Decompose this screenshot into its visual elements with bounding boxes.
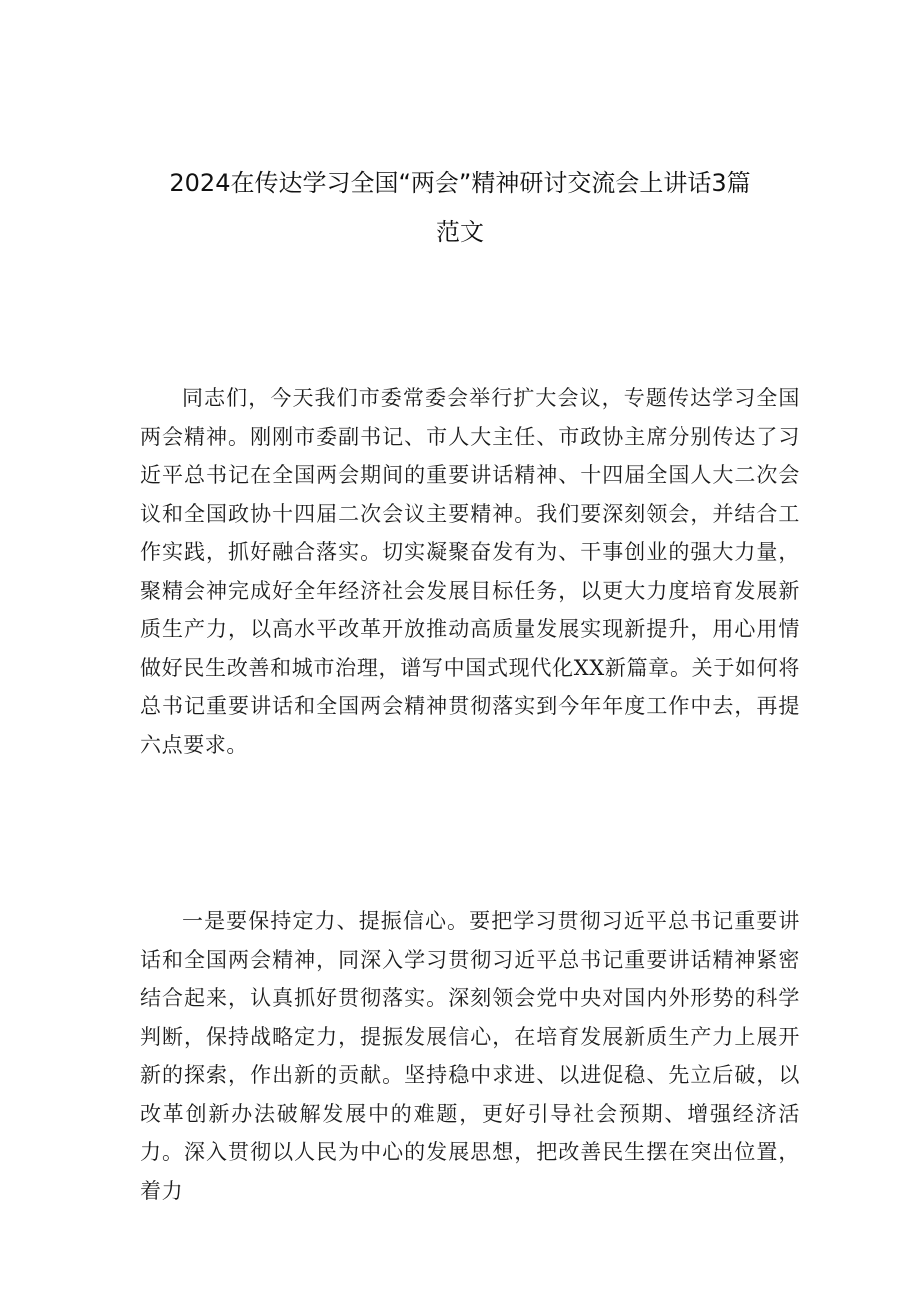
document-title-line-2: 范文 [436,218,484,246]
paragraph-point-one: 一是要保持定力、提振信心。要把学习贯彻习近平总书记重要讲话和全国两会精神，同深入学习贯彻习近平总书记重要讲话精神紧密结合起来，认真抓好贯彻落实。深刻领会党中央对国内外形势的科学判断，保持战略定力，提振发展信心，在培育发展新质生产力上展开新的探索，作出新的贡献。坚持稳中求进、以进促稳、先立后破，以改革创新办法破解发展中的难题，更好引导社会预期、增强经济活力。深入贯彻以人民为中心的发展思想，把改善民生摆在突出位置，着力 [140,909,800,1203]
document-title-line-1: 2024在传达学习全国“两会”精神研讨交流会上讲话3篇 [169,169,751,197]
paragraph-intro: 同志们，今天我们市委常委会举行扩大会议，专题传达学习全国两会精神。刚刚市委副书记、市人大主任、市政协主席分别传达了习近平总书记在全国两会期间的重要讲话精神、十四届全国人大二次会议和全国政协十四届二次会议主要精神。我们要深刻领会，并结合工作实践，抓好融合落实。切实凝聚奋发有为、干事创业的强大力量，聚精会神完成好全年经济社会发展目标任务，以更大力度培育发展新质生产力，以高水平改革开放推动高质量发展实现新提升，用心用情做好民生改善和城市治理，谱写中国式现代化XX新篇章。关于如何将总书记重要讲话和全国两会精神贯彻落实到今年年度工作中去，再提六点要求。 [140,386,800,757]
